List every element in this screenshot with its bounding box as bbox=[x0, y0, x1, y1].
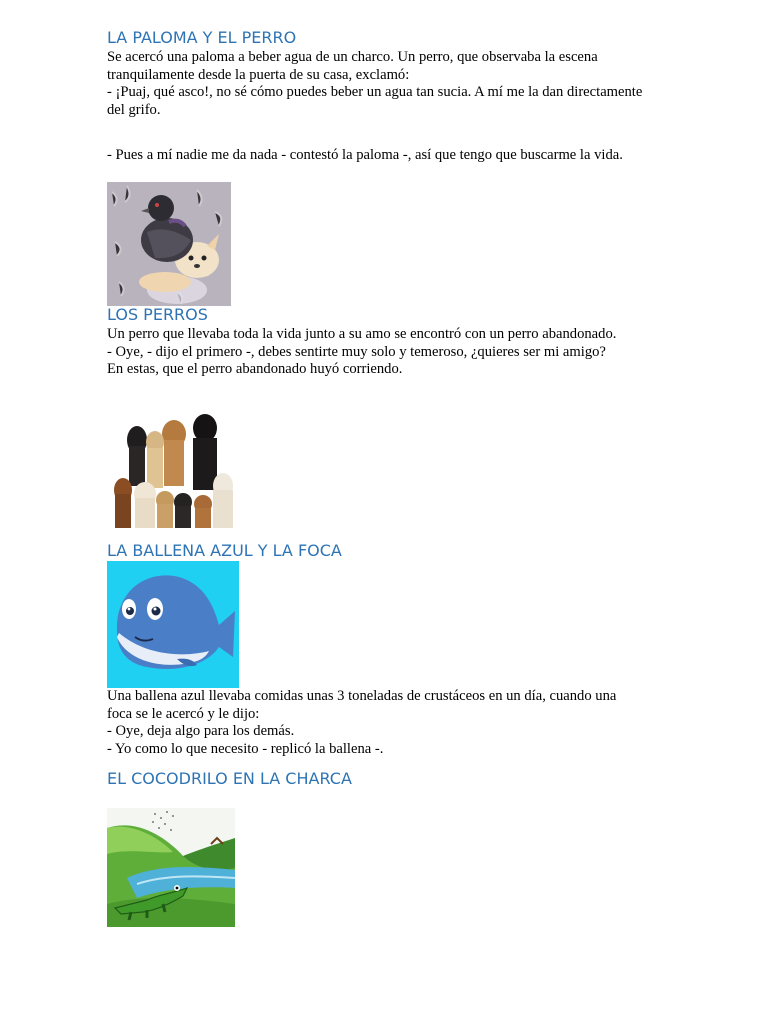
text-line: Se acercó una paloma a beber agua de un charco. Un perro, que observaba la escena bbox=[107, 49, 598, 65]
story-title-paloma: LA PALOMA Y EL PERRO bbox=[107, 28, 297, 47]
whale-image bbox=[107, 561, 239, 688]
story-reply-paloma bbox=[107, 147, 667, 165]
text-line: - Pues a mí nadie me da nada - contestó la paloma -, así que tengo que buscarme la vida. bbox=[107, 147, 623, 163]
text-line: Una ballena azul llevaba comidas unas 3 toneladas de crustáceos en un día, cuando una bbox=[107, 688, 617, 704]
text-line: del grifo. bbox=[107, 101, 161, 118]
text-line: Un perro que llevaba toda la vida junto a su amo se encontró con un perro abandonado. bbox=[107, 326, 617, 342]
story-text-paloma bbox=[107, 49, 667, 119]
text-line: tranquilamente desde la puerta de su casa, exclamó: bbox=[107, 66, 410, 83]
story-text-ballena bbox=[107, 688, 667, 758]
story-title-ballena: LA BALLENA AZUL Y LA FOCA bbox=[107, 541, 342, 560]
text-line: En estas, que el perro abandonado huyó corriendo. bbox=[107, 361, 403, 378]
text-line: - Oye, - dijo el primero -, debes sentirte muy solo y temeroso, ¿quieres ser mi amigo? bbox=[107, 343, 606, 360]
story-text-perros bbox=[107, 326, 667, 379]
text-line: - ¡Puaj, qué asco!, no sé cómo puedes beber un agua tan sucia. A mí me la dan directamente bbox=[107, 84, 643, 101]
pigeon-dog-image bbox=[107, 182, 231, 306]
text-line: foca se le acercó y le dijo: bbox=[107, 705, 260, 722]
story-title-cocodrilo: EL COCODRILO EN LA CHARCA bbox=[107, 769, 352, 788]
crocodile-image bbox=[107, 808, 235, 927]
text-line: - Yo como lo que necesito - replicó la ballena -. bbox=[107, 740, 384, 757]
text-line: - Oye, deja algo para los demás. bbox=[107, 723, 295, 740]
story-title-perros: LOS PERROS bbox=[107, 305, 208, 324]
dogs-group-image bbox=[107, 390, 237, 530]
